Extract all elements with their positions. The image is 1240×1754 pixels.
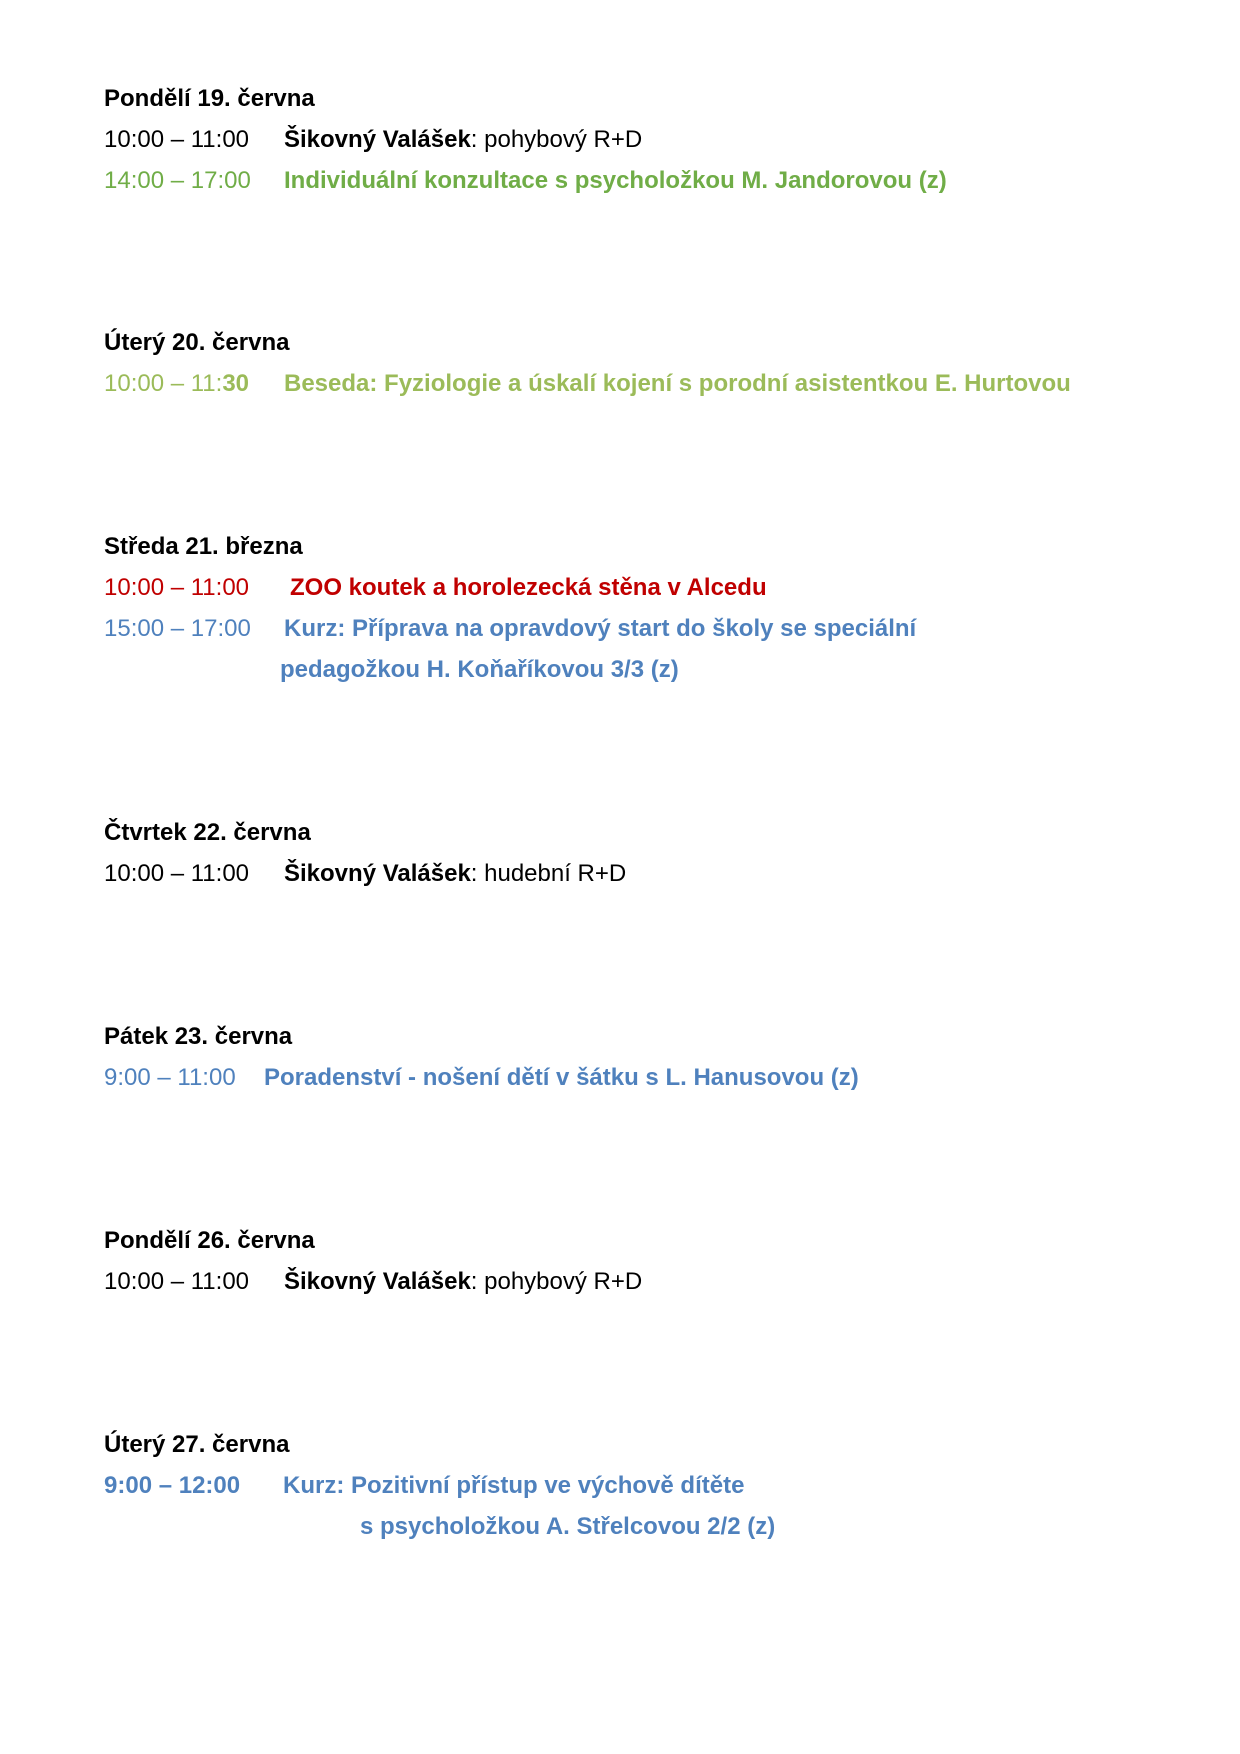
event-row: [104, 160, 947, 201]
day-heading: Pondělí 26. června: [104, 1227, 315, 1254]
day-heading: Středa 21. března: [104, 533, 303, 560]
day-heading: Úterý 20. června: [104, 329, 290, 356]
event-time: 9:00 – 12:00: [104, 1472, 241, 1499]
event-title: Šikovný Valášek: [284, 126, 471, 153]
event-detail: pohybový R+D: [477, 126, 643, 153]
event-title: Kurz: Příprava na opravdový start do školy se speciální: [284, 615, 917, 642]
event-row-continuation: [104, 1506, 776, 1547]
event-title: Poradenství - nošení dětí v šátku s L. Hanusovou (z): [264, 1064, 859, 1091]
event-time: 10:00 – 11:00: [104, 1268, 250, 1295]
event-row-continuation: [104, 649, 679, 690]
event-separator: :: [470, 126, 478, 153]
event-title-group: [284, 853, 626, 894]
event-time-minutes: 30: [222, 370, 250, 397]
event-separator: :: [470, 860, 478, 887]
event-time: 10:00 – 11:00: [104, 574, 250, 601]
event-time-start: 10:00 – 11:: [104, 370, 223, 397]
event-time: 9:00 – 11:00: [104, 1064, 236, 1091]
event-time: [104, 363, 249, 404]
event-title: ZOO koutek a horolezecká stěna v Alcedu: [290, 574, 767, 601]
event-detail: hudební R+D: [477, 860, 627, 887]
event-row: [104, 1261, 643, 1302]
event-detail: pohybový R+D: [477, 1268, 643, 1295]
event-separator: :: [470, 1268, 478, 1295]
event-row: [104, 608, 917, 649]
event-title-group: [284, 119, 642, 160]
event-title: Šikovný Valášek: [284, 860, 471, 887]
day-block-tuesday-20: [104, 322, 1071, 404]
day-heading: Čtvrtek 22. června: [104, 819, 311, 846]
event-row: [104, 363, 1071, 404]
event-row: [104, 1465, 745, 1506]
day-block-tuesday-27: [104, 1424, 776, 1547]
event-title: Beseda: Fyziologie a úskalí kojení s porodní asistentkou E. Hurtovou: [284, 370, 1071, 397]
day-heading: Úterý 27. června: [104, 1431, 290, 1458]
day-block-wednesday-21: [104, 526, 917, 690]
event-row: [104, 853, 627, 894]
day-heading: Pátek 23. června: [104, 1023, 293, 1050]
event-time: 14:00 – 17:00: [104, 167, 251, 194]
day-block-thursday-22: [104, 812, 627, 894]
day-block-monday-19: [104, 78, 947, 201]
event-row: [104, 567, 767, 608]
event-title-continuation: s psycholožkou A. Střelcovou 2/2 (z): [360, 1513, 776, 1540]
day-block-monday-26: [104, 1220, 643, 1302]
event-row: [104, 119, 643, 160]
event-title-group: [284, 1261, 642, 1302]
event-title-continuation: pedagožkou H. Koňaříkovou 3/3 (z): [280, 656, 679, 683]
day-block-friday-23: [104, 1016, 859, 1098]
event-title: Individuální konzultace s psycholožkou M. Jandorovou (z): [284, 167, 947, 194]
event-title: Kurz: Pozitivní přístup ve výchově dítěte: [283, 1472, 745, 1499]
event-time: 10:00 – 11:00: [104, 860, 250, 887]
event-time: 15:00 – 17:00: [104, 615, 251, 642]
event-title: Šikovný Valášek: [284, 1268, 471, 1295]
event-row: [104, 1057, 859, 1098]
event-time: 10:00 – 11:00: [104, 126, 250, 153]
day-heading: Pondělí 19. června: [104, 85, 315, 112]
